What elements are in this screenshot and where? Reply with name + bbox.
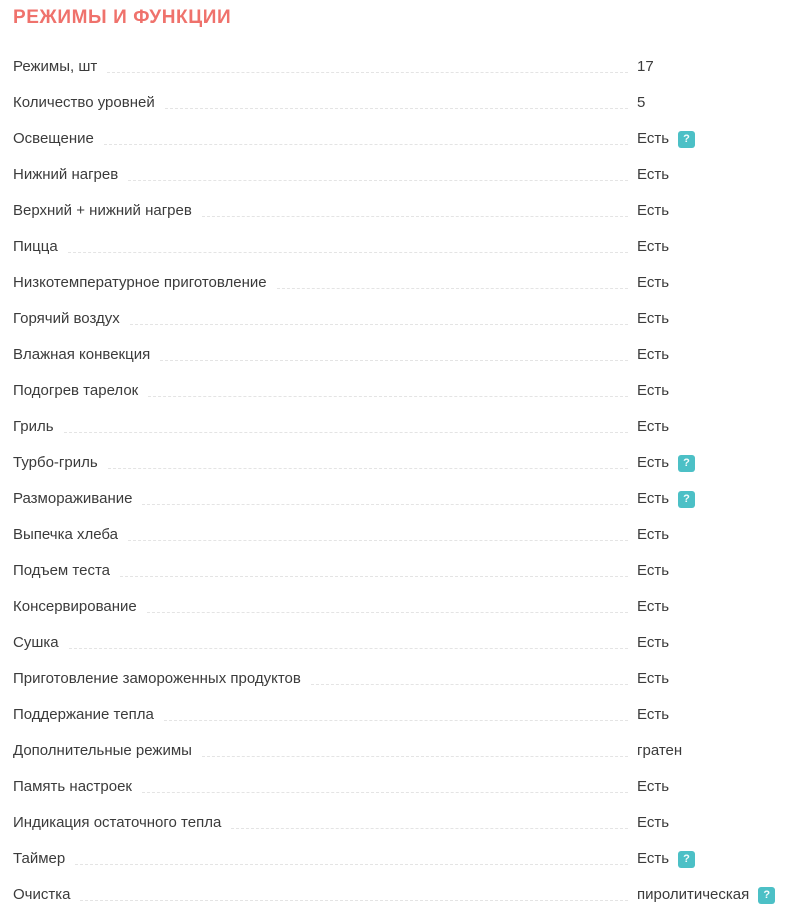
spec-label: Нижний нагрев: [13, 166, 119, 183]
dotted-leader: [311, 684, 628, 685]
dotted-leader: [277, 288, 628, 289]
spec-row: [0, 49, 789, 85]
dotted-leader: [142, 792, 628, 793]
spec-value: Есть: [637, 670, 670, 687]
spec-row: [0, 157, 789, 193]
spec-label: Подъем теста: [13, 562, 111, 579]
spec-value: Есть: [637, 490, 670, 507]
spec-row: [0, 301, 789, 337]
spec-value-col: [637, 598, 789, 616]
spec-value-col: [637, 526, 789, 544]
spec-row: [0, 553, 789, 589]
spec-rows: [0, 49, 789, 912]
spec-value: 5: [637, 94, 646, 111]
help-icon[interactable]: ?: [678, 491, 695, 508]
help-icon[interactable]: ?: [678, 851, 695, 868]
spec-label: Таймер: [13, 850, 66, 867]
spec-value-col: [637, 562, 789, 580]
dotted-leader: [75, 864, 628, 865]
section-title: РЕЖИМЫ И ФУНКЦИИ: [13, 7, 232, 28]
dotted-leader: [120, 576, 628, 577]
spec-value-col: [637, 58, 789, 76]
spec-value-col: [637, 742, 789, 760]
spec-label: Верхний + нижний нагрев: [13, 202, 192, 219]
spec-row: [0, 877, 789, 912]
spec-value: гратен: [637, 742, 683, 759]
dotted-leader: [164, 720, 628, 721]
spec-label: Количество уровней: [13, 94, 155, 111]
dotted-leader: [147, 612, 628, 613]
spec-label: Консервирование: [13, 598, 137, 615]
spec-value: Есть: [637, 310, 670, 327]
spec-value-col: [637, 94, 789, 112]
spec-label: Сушка: [13, 634, 59, 651]
spec-value-col: [637, 454, 789, 472]
spec-row: [0, 805, 789, 841]
dotted-leader: [64, 432, 628, 433]
spec-value: Есть: [637, 418, 670, 435]
spec-label: Выпечка хлеба: [13, 526, 118, 543]
spec-value-col: [637, 418, 789, 436]
dotted-leader: [231, 828, 628, 829]
spec-value: Есть: [637, 598, 670, 615]
spec-row: [0, 481, 789, 517]
spec-label: Пицца: [13, 238, 58, 255]
spec-value-col: [637, 274, 789, 292]
help-icon[interactable]: ?: [758, 887, 775, 904]
spec-label: Память настроек: [13, 778, 132, 795]
spec-value: Есть: [637, 202, 670, 219]
spec-value-col: [637, 670, 789, 688]
dotted-leader: [130, 324, 628, 325]
spec-label: Поддержание тепла: [13, 706, 154, 723]
spec-label: Подогрев тарелок: [13, 382, 139, 399]
spec-value: Есть: [637, 454, 670, 471]
spec-row: [0, 373, 789, 409]
spec-value-col: [637, 634, 789, 652]
spec-value: Есть: [637, 166, 670, 183]
dotted-leader: [108, 468, 628, 469]
dotted-leader: [202, 216, 628, 217]
spec-label: Очистка: [13, 886, 71, 903]
dotted-leader: [128, 180, 628, 181]
spec-row: [0, 337, 789, 373]
spec-value: Есть: [637, 238, 670, 255]
spec-value-col: [637, 706, 789, 724]
spec-label: Размораживание: [13, 490, 133, 507]
spec-row: [0, 589, 789, 625]
spec-row: [0, 733, 789, 769]
dotted-leader: [80, 900, 628, 901]
spec-label: Влажная конвекция: [13, 346, 151, 363]
spec-value: Есть: [637, 778, 670, 795]
spec-value-col: [637, 490, 789, 508]
help-icon[interactable]: ?: [678, 455, 695, 472]
spec-label: Дополнительные режимы: [13, 742, 192, 759]
spec-row: [0, 661, 789, 697]
spec-value-col: [637, 850, 789, 868]
dotted-leader: [68, 252, 628, 253]
dotted-leader: [69, 648, 628, 649]
spec-row: [0, 841, 789, 877]
spec-label: Освещение: [13, 130, 94, 147]
spec-value: Есть: [637, 814, 670, 831]
spec-value-col: [637, 886, 789, 904]
spec-value: 17: [637, 58, 654, 75]
spec-row: [0, 769, 789, 805]
spec-value-col: [637, 814, 789, 832]
spec-label: Гриль: [13, 418, 54, 435]
help-icon[interactable]: ?: [678, 131, 695, 148]
spec-label: Режимы, шт: [13, 58, 98, 75]
spec-value-col: [637, 238, 789, 256]
dotted-leader: [104, 144, 628, 145]
spec-row: [0, 445, 789, 481]
spec-value-col: [637, 346, 789, 364]
spec-row: [0, 121, 789, 157]
spec-value-col: [637, 130, 789, 148]
spec-value: пиролитическая: [637, 886, 750, 903]
spec-label: Индикация остаточного тепла: [13, 814, 222, 831]
spec-row: [0, 85, 789, 121]
spec-label: Турбо-гриль: [13, 454, 98, 471]
spec-value: Есть: [637, 634, 670, 651]
spec-value-col: [637, 778, 789, 796]
spec-label: Горячий воздух: [13, 310, 120, 327]
spec-row: [0, 193, 789, 229]
spec-value: Есть: [637, 706, 670, 723]
dotted-leader: [107, 72, 628, 73]
dotted-leader: [160, 360, 628, 361]
dotted-leader: [202, 756, 628, 757]
spec-value: Есть: [637, 130, 670, 147]
spec-label: Приготовление замороженных продуктов: [13, 670, 301, 687]
spec-row: [0, 517, 789, 553]
spec-label: Низкотемпературное приготовление: [13, 274, 267, 291]
spec-value: Есть: [637, 850, 670, 867]
spec-row: [0, 265, 789, 301]
dotted-leader: [165, 108, 628, 109]
spec-value: Есть: [637, 346, 670, 363]
spec-value: Есть: [637, 526, 670, 543]
spec-row: [0, 229, 789, 265]
spec-row: [0, 625, 789, 661]
spec-value-col: [637, 310, 789, 328]
spec-value-col: [637, 382, 789, 400]
spec-row: [0, 697, 789, 733]
dotted-leader: [148, 396, 628, 397]
spec-value: Есть: [637, 562, 670, 579]
spec-value: Есть: [637, 274, 670, 291]
spec-value-col: [637, 202, 789, 220]
spec-value-col: [637, 166, 789, 184]
spec-value: Есть: [637, 382, 670, 399]
dotted-leader: [128, 540, 628, 541]
dotted-leader: [142, 504, 628, 505]
spec-row: [0, 409, 789, 445]
